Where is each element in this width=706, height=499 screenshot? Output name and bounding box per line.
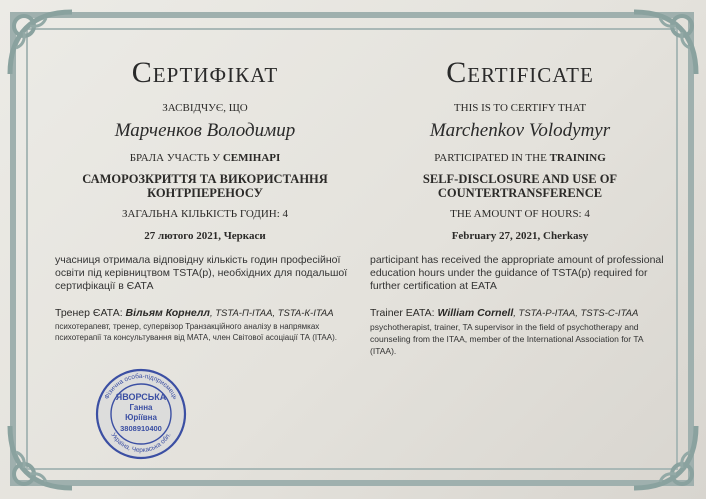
stamp-line1: ЯВОРСЬКА (115, 392, 167, 402)
date-en: February 27, 2021, Cherkasy (451, 230, 589, 242)
corner-ornament-bottom-right (626, 418, 704, 496)
recipient-name-ua: Марченков Володимир (114, 120, 296, 141)
body-text-ua: учасниця отримала відповідну кількість годин професійної освіти під керівництвом TSTA(p), необхідних для подальшої сертифікації в ЄАТА (55, 254, 348, 292)
participated-bold-en: TRAINING (549, 152, 606, 164)
trainer-desc-en: psychotherapist, trainer, TA supervisor in the field of psychotherapy and counseling from the ITAA, member of the International Association for TA (ITAA). (370, 322, 644, 356)
training-title-ua (55, 172, 355, 200)
trainer-line-ua (55, 307, 355, 319)
hours-en: THE AMOUNT OF HOURS: 4 (450, 208, 590, 220)
official-stamp (95, 368, 187, 460)
participated-en (370, 152, 670, 164)
ukrainian-column (55, 50, 355, 343)
corner-ornament-bottom-left (2, 418, 80, 496)
trainer-name-en: William Cornell (437, 307, 514, 319)
stamp-line4: 3808910400 (120, 424, 162, 433)
stamp-line3: Юріївна (125, 413, 157, 422)
english-column (370, 50, 670, 357)
heading-ua: Сертифікат (131, 56, 279, 89)
stamp-ring-bottom: Україна, Черкаська обл. (109, 431, 173, 455)
training-title-line1-en: SELF-DISCLOSURE AND USE OF (422, 172, 618, 186)
certifies-en: THIS IS TO CERTIFY THAT (453, 102, 587, 114)
training-title-en (370, 172, 670, 200)
trainer-label-en: Trainer EATA: (370, 307, 438, 319)
certifies-ua: ЗАСВІДЧУЄ, ЩО (162, 102, 248, 114)
date-ua: 27 лютого 2021, Черкаси (144, 230, 266, 242)
trainer-name-ua: Вільям Корнелл (125, 307, 210, 319)
trainer-desc-ua: психотерапевт, тренер, супервізор Транзакційного аналізу в напрямках психотерапії та консультування від МАТА, член Світової асоціації ТА (ITAA). (55, 322, 337, 342)
recipient-name-en: Marchenkov Volodymyr (429, 120, 611, 141)
training-title-line1-ua: САМОРОЗКРИТТЯ ТА ВИКОРИСТАННЯ (82, 172, 328, 186)
trainer-titles-ua: , TSTA-П-ITAA, TSTA-К-ITAA (209, 308, 334, 319)
training-title-line2-ua: КОНТРПЕРЕНОСУ (147, 186, 263, 200)
trainer-line-en (370, 307, 670, 319)
heading-en: Certificate (446, 56, 594, 89)
trainer-label-ua: Тренер ЄАТА: (55, 307, 126, 319)
training-title-line2-en: COUNTERTRANSFERENCE (437, 186, 603, 200)
stamp-line2: Ганна (129, 403, 153, 412)
stamp-ring-top: Фізична особа-підприємець (103, 372, 179, 401)
body-text-en: participant has received the appropriate amount of professional education hours under the guidance of TSTA(p) required for further certification at EATA (370, 254, 664, 292)
participated-prefix-en: PARTICIPATED IN THE (434, 152, 550, 164)
participated-ua (55, 152, 355, 164)
trainer-titles-en: , TSTA-P-ITAA, TSTS-C-ITAA (513, 308, 639, 319)
participated-bold-ua: СЕМІНАРІ (222, 152, 281, 164)
hours-ua: ЗАГАЛЬНА КІЛЬКІСТЬ ГОДИН: 4 (121, 208, 289, 220)
participated-prefix-ua: БРАЛА УЧАСТЬ У (129, 152, 223, 164)
